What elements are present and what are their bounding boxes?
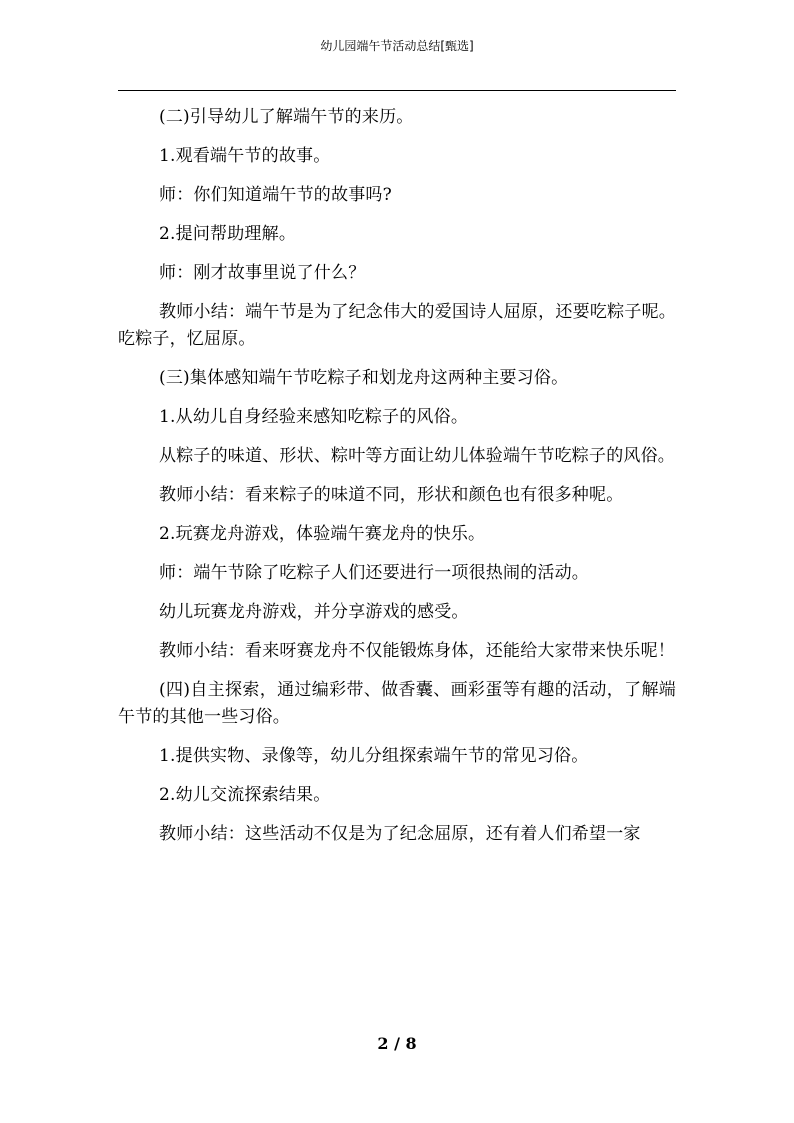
paragraph-watch-story: 1.观看端午节的故事。: [159, 146, 331, 166]
paragraph-provide-materials: 1.提供实物、录像等，幼儿分组探索端午节的常见习俗。: [159, 746, 589, 766]
document-header-title: 幼儿园端午节活动总结[甄选]: [320, 39, 474, 53]
page-number: 2 / 8: [377, 1034, 417, 1053]
paragraph-children-play: 幼儿玩赛龙舟游戏，并分享游戏的感受。: [159, 602, 469, 622]
paragraph-teacher-summary-quyuan: 教师小结：端午节是为了纪念伟大的爱国诗人屈原，还要吃粽子呢。吃粽子，忆屈原。: [118, 302, 676, 349]
paragraph-teacher-question-content: 师：刚才故事里说了什么？: [159, 263, 366, 283]
paragraph-section-four-heading: (四)自主探索，通过编彩带、做香囊、画彩蛋等有趣的活动，了解端午节的其他一些习俗。: [118, 680, 676, 727]
paragraph-section-two-heading: (二)引导幼儿了解端午节的来历。: [159, 107, 414, 127]
paragraph-teacher-summary-dragon-boat: 教师小结：看来呀赛龙舟不仅能锻炼身体，还能给大家带来快乐呢！: [159, 641, 675, 661]
paragraph-zongzi-experience: 1.从幼儿自身经验来感知吃粽子的风俗。: [159, 407, 469, 427]
paragraph-teacher-lively-activity: 师：端午节除了吃粽子人们还要进行一项很热闹的活动。: [159, 563, 589, 583]
paragraph-exchange-results: 2.幼儿交流探索结果。: [159, 785, 331, 805]
paragraph-teacher-summary-zongzi: 教师小结：看来粽子的味道不同，形状和颜色也有很多种呢。: [159, 485, 624, 505]
header-divider: [118, 90, 676, 91]
paragraph-dragon-boat-game: 2.玩赛龙舟游戏，体验端午赛龙舟的快乐。: [159, 524, 486, 544]
document-body: [118, 104, 676, 860]
paragraph-teacher-question-story: 师：你们知道端午节的故事吗?: [159, 185, 392, 205]
paragraph-section-three-heading: (三)集体感知端午节吃粽子和划龙舟这两种主要习俗。: [159, 368, 569, 388]
paragraph-ask-questions: 2.提问帮助理解。: [159, 224, 297, 244]
paragraph-teacher-summary-activities: 教师小结：这些活动不仅是为了纪念屈原，还有着人们希望一家: [159, 824, 641, 844]
paragraph-zongzi-aspects: 从粽子的味道、形状、粽叶等方面让幼儿体验端午节吃粽子的风俗。: [159, 446, 675, 466]
